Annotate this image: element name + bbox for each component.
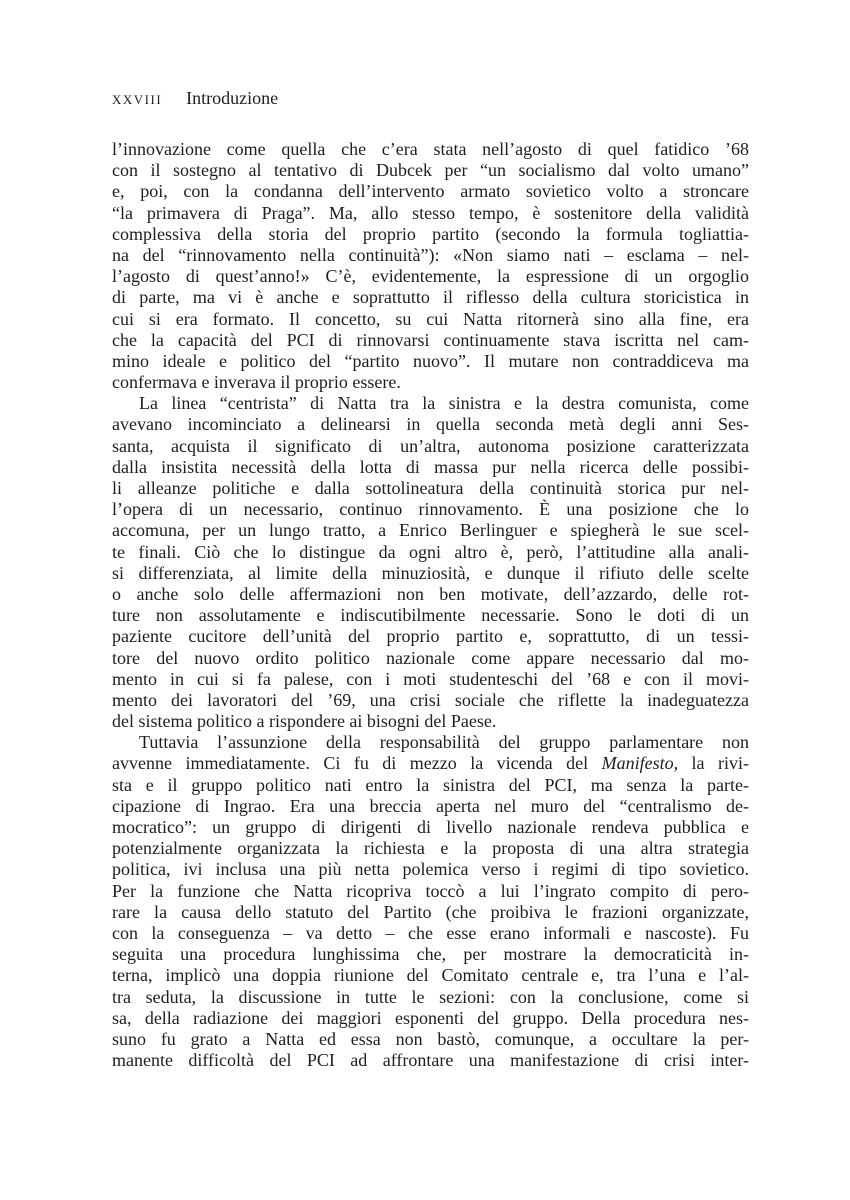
text-line: paziente cucitore dell’unità del proprio partito e, soprattutto, di un tessi- [112, 626, 749, 647]
text-line: li alleanze politiche e dalla sottolineatura della continuità storica pur nel- [112, 478, 749, 498]
text-line: confermava e inverava il proprio essere. [112, 372, 401, 393]
text-line: mento in cui si fa palese, con i moti studenteschi del ’68 e con il movi- [112, 668, 749, 689]
text-line: l’agosto di quest’anno!» C’è, evidentemente, la espressione di un orgoglio [112, 266, 749, 287]
text-line: potenzialmente organizzata la richiesta e la proposta di una altra strategia [112, 838, 749, 859]
text-line: si differenziata, al limite della minuziosità, e dunque il rifiuto delle scelte [112, 562, 749, 583]
running-header [112, 88, 749, 109]
text-line: “la primavera di Praga”. Ma, allo stesso tempo, è sostenitore della validità [112, 202, 749, 223]
text-line: Per la funzione che Natta ricopriva toccò a lui l’ingrato compito di pero- [112, 880, 749, 901]
paragraph [112, 139, 749, 393]
paragraph [112, 393, 749, 732]
text-line: sa, della radiazione dei maggiori esponenti del gruppo. Della procedura nes- [112, 1007, 749, 1028]
text-line: e, poi, con la condanna dell’intervento armato sovietico volto a stroncare [112, 181, 749, 202]
text-line: complessiva della storia del proprio partito (secondo la formula togliattia- [112, 223, 749, 244]
text-line: accomuna, per un lungo tratto, a Enrico Berlinguer e spiegherà le sue scel- [112, 520, 749, 541]
text-line: avevano incominciato a delinearsi in quella seconda metà degli anni Ses- [112, 414, 749, 435]
text-line: na del “rinnovamento nella continuità”): «Non siamo nati – esclama – nel- [112, 244, 749, 265]
text-line: mento dei lavoratori del ’69, una crisi sociale che riflette la inadeguatezza [112, 689, 749, 710]
section-title: Introduzione [186, 88, 279, 108]
text-line: mocratico”: un gruppo di dirigenti di livello nazionale rendeva pubblica e [112, 817, 749, 837]
text-line: te finali. Ciò che lo distingue da ogni altro è, però, l’attitudine alla anali- [112, 541, 749, 562]
text-line: che la capacità del PCI di rinnovarsi continuamente stava iscritta nel cam- [112, 329, 749, 350]
page-number: xxviii [112, 88, 163, 108]
text-line: Tuttavia l’assunzione della responsabilità del gruppo parlamentare non [139, 732, 749, 753]
text-line: con il sostegno al tentativo di Dubcek per “un socialismo dal volto umano” [112, 160, 749, 181]
text-line: del sistema politico a rispondere ai bisogni del Paese. [112, 711, 497, 732]
text-block [112, 139, 749, 1071]
text-line: dalla insistita necessità della lotta di massa pur nella ricerca delle possibi- [112, 456, 749, 477]
text-line: manente difficoltà del PCI ad affrontare una manifestazione di crisi inter- [112, 1050, 749, 1071]
text-line: santa, acquista il significato di un’altra, autonoma posizione caratterizzata [112, 435, 749, 456]
text-line: o anche solo delle affermazioni non ben motivate, dell’azzardo, delle rot- [112, 583, 749, 604]
text-line: di parte, ma vi è anche e soprattutto il riflesso della cultura storicistica in [112, 287, 749, 308]
text-line: l’opera di un necessario, continuo rinnovamento. È una posizione che lo [112, 499, 749, 520]
text-line: avvenne immediatamente. Ci fu di mezzo la vicenda del Manifesto, la rivi- [112, 753, 749, 774]
text-line: La linea “centrista” di Natta tra la sinistra e la destra comunista, come [139, 393, 749, 414]
text-line: con la conseguenza – va detto – che esse erano informali e nascoste). Fu [112, 922, 749, 943]
text-line: mino ideale e politico del “partito nuovo”. Il mutare non contraddiceva ma [112, 350, 749, 371]
text-line: terna, implicò una doppia riunione del Comitato centrale e, tra l’una e l’al- [112, 965, 749, 986]
text-line: seguita una procedura lunghissima che, per mostrare la democraticità in- [112, 944, 749, 965]
text-line: tore del nuovo ordito politico nazionale come appare necessario dal mo- [112, 647, 749, 668]
paragraph [112, 732, 749, 1071]
text-line: rare la causa dello statuto del Partito (che proibiva le frazioni organizzate, [112, 901, 749, 922]
text-line: suno fu grato a Natta ed essa non bastò, comunque, a occultare la per- [112, 1028, 749, 1049]
text-line: tra seduta, la discussione in tutte le sezioni: con la conclusione, come si [112, 986, 749, 1007]
text-line: ture non assolutamente e indiscutibilmente necessarie. Sono le doti di un [112, 605, 749, 626]
text-line: cui si era formato. Il concetto, su cui Natta ritornerà sino alla fine, era [112, 308, 749, 329]
text-line: l’innovazione come quella che c’era stata nell’agosto di quel fatidico ’68 [112, 139, 749, 159]
text-line: politica, ivi inclusa una più netta polemica verso i regimi di tipo sovietico. [112, 859, 749, 880]
book-page [112, 88, 749, 1071]
text-line: cipazione di Ingrao. Era una breccia aperta nel muro del “centralismo de- [112, 795, 749, 816]
text-line: sta e il gruppo politico nati entro la sinistra del PCI, ma senza la parte- [112, 774, 749, 795]
